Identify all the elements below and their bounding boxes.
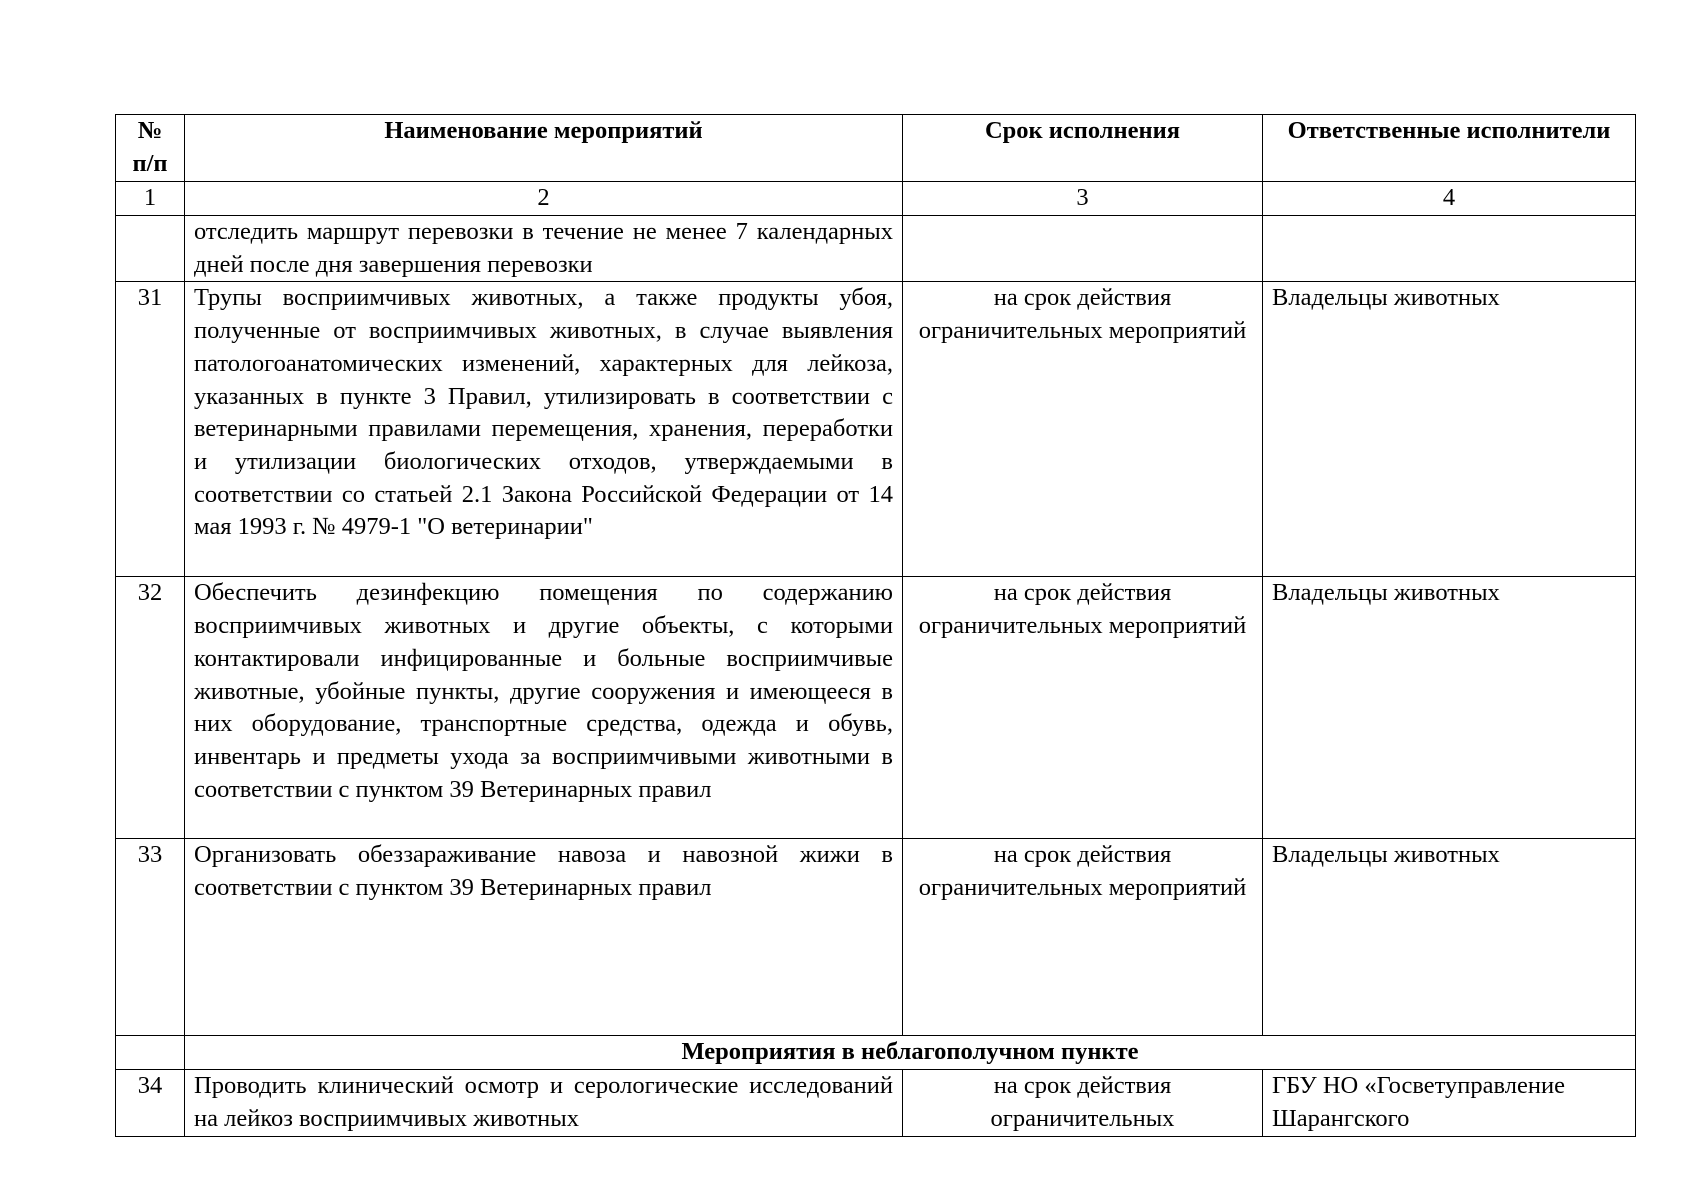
- row-name: отследить маршрут перевозки в течение не менее 7 календарных дней после дня завершения перевозки: [185, 216, 903, 282]
- row-term: [903, 216, 1263, 282]
- section-title: Мероприятия в неблагополучном пункте: [185, 1036, 1636, 1070]
- section-row: [116, 1036, 1636, 1070]
- table-row: [116, 282, 1636, 577]
- table-row: [116, 577, 1636, 839]
- row-name: Трупы восприимчивых животных, а также продукты убоя, полученные от восприимчивых животных, в случае выявления патологоанатомических изменений, характерных для лейкоза, указанных в пункте 3 Правил, утилизировать в соответствии с ветеринарными правилами перемещения, хранения, переработки и утилизации биологических отходов, утверждаемыми в соответствии со статьей 2.1 Закона Российской Федерации от 14 мая 1993 г. № 4979-1 "О ветеринарии": [185, 282, 903, 577]
- column-index: 3: [903, 182, 1263, 216]
- row-term: на срок действия ограничительных: [903, 1070, 1263, 1136]
- header-name: Наименование мероприятий: [185, 115, 903, 182]
- row-term: на срок действия ограничительных мероприятий: [903, 282, 1263, 577]
- column-index-row: [116, 182, 1636, 216]
- row-num: 32: [116, 577, 185, 839]
- row-num: 33: [116, 839, 185, 1036]
- table-row: [116, 1070, 1636, 1136]
- row-name: Обеспечить дезинфекцию помещения по содержанию восприимчивых животных и другие объекты, с которыми контактировали инфицированные и больные восприимчивые животные, убойные пункты, другие сооружения и имеющееся в них оборудование, транспортные средства, одежда и обувь, инвентарь и предметы ухода за восприимчивыми животными в соответствии с пунктом 39 Ветеринарных правил: [185, 577, 903, 839]
- row-responsible: ГБУ НО «Госветуправление Шарангского: [1263, 1070, 1636, 1136]
- row-responsible: Владельцы животных: [1263, 577, 1636, 839]
- header-term: Срок исполнения: [903, 115, 1263, 182]
- row-responsible: [1263, 216, 1636, 282]
- row-term: на срок действия ограничительных мероприятий: [903, 577, 1263, 839]
- row-num: [116, 216, 185, 282]
- column-index: 4: [1263, 182, 1636, 216]
- table-row: [116, 839, 1636, 1036]
- header-row: [116, 115, 1636, 182]
- row-responsible: Владельцы животных: [1263, 839, 1636, 1036]
- header-num: № п/п: [116, 115, 185, 182]
- column-index: 1: [116, 182, 185, 216]
- row-name: Организовать обеззараживание навоза и навозной жижи в соответствии с пунктом 39 Ветеринарных правил: [185, 839, 903, 1036]
- measures-table: [115, 114, 1636, 1137]
- row-term: на срок действия ограничительных мероприятий: [903, 839, 1263, 1036]
- header-responsible: Ответственные исполнители: [1263, 115, 1636, 182]
- table-row: [116, 216, 1636, 282]
- row-num: 34: [116, 1070, 185, 1136]
- column-index: 2: [185, 182, 903, 216]
- row-name: Проводить клинический осмотр и серологические исследований на лейкоз восприимчивых животных: [185, 1070, 903, 1136]
- section-num-cell: [116, 1036, 185, 1070]
- row-responsible: Владельцы животных: [1263, 282, 1636, 577]
- row-num: 31: [116, 282, 185, 577]
